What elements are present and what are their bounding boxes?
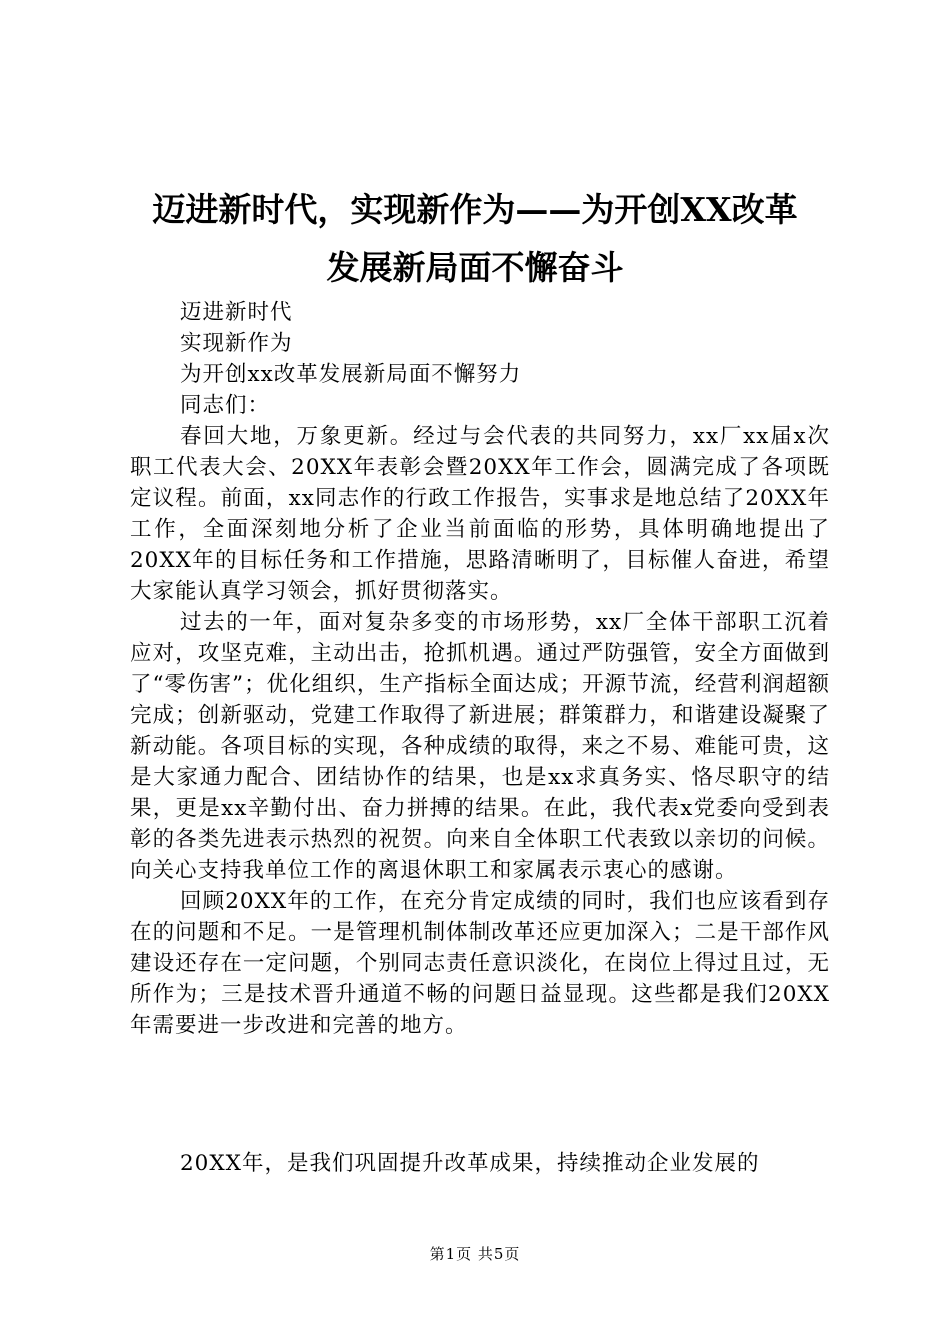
document-title-line-1: 迈进新时代，实现新作为——为开创XX改革: [152, 190, 798, 229]
document-title-line-2: 发展新局面不懈奋斗: [326, 248, 624, 287]
paragraph-4: 20XX年，是我们巩固提升改革成果，持续推动企业发展的: [180, 1151, 760, 1176]
paragraph-2: 过去的一年，面对复杂多变的市场形势，xx厂全体干部职工沉着应对，攻坚克难，主动出击，抢抓机遇。通过严防强管，安全方面做到了“零伤害”；优化组织，生产指标全面达成；开源节流，经营利润超额完成；创新驱动，党建工作取得了新进展；群策群力，和谐建设凝聚了新动能。各项目标的实现，各种成绩的取得，来之不易、难能可贵，这是大家通力配合、团结协作的结果，也是xx求真务实、恪尽职守的结果，更是xx辛勤付出、奋力拼搏的结果。在此，我代表x党委向受到表彰的各类先进表示热烈的祝贺。向来自全体职工代表致以亲切的问候。向关心支持我单位工作的离退休职工和家属表示衷心的感谢。: [130, 610, 830, 883]
document-body: [130, 421, 830, 1041]
paragraph-3: 回顾20XX年的工作，在充分肯定成绩的同时，我们也应该看到存在的问题和不足。一是管理机制体制改革还应更加深入；二是干部作风建设还存在一定问题，个别同志责任意识淡化，在岗位上得过且过，无所作为；三是技术晋升通道不畅的问题日益显现。这些都是我们20XX年需要进一步改进和完善的地方。: [130, 889, 830, 1038]
intro-line-2: 实现新作为: [180, 331, 293, 356]
intro-line-3: 为开创xx改革发展新局面不懈努力: [180, 362, 522, 387]
salutation: 同志们：: [180, 393, 271, 418]
page-footer: 第1页 共5页: [429, 1245, 521, 1263]
document-body-continued: [130, 1148, 830, 1179]
paragraph-1: 春回大地，万象更新。经过与会代表的共同努力，xx厂xx届x次职工代表大会、20XX年表彰会暨20XX年工作会，圆满完成了各项既定议程。前面，xx同志作的行政工作报告，实事求是地总结了20XX年工作，全面深刻地分析了企业当前面临的形势，具体明确地提出了20XX年的目标任务和工作措施，思路清晰明了，目标催人奋进，希望大家能认真学习领会，抓好贯彻落实。: [130, 424, 830, 604]
intro-line-1: 迈进新时代: [180, 300, 293, 325]
